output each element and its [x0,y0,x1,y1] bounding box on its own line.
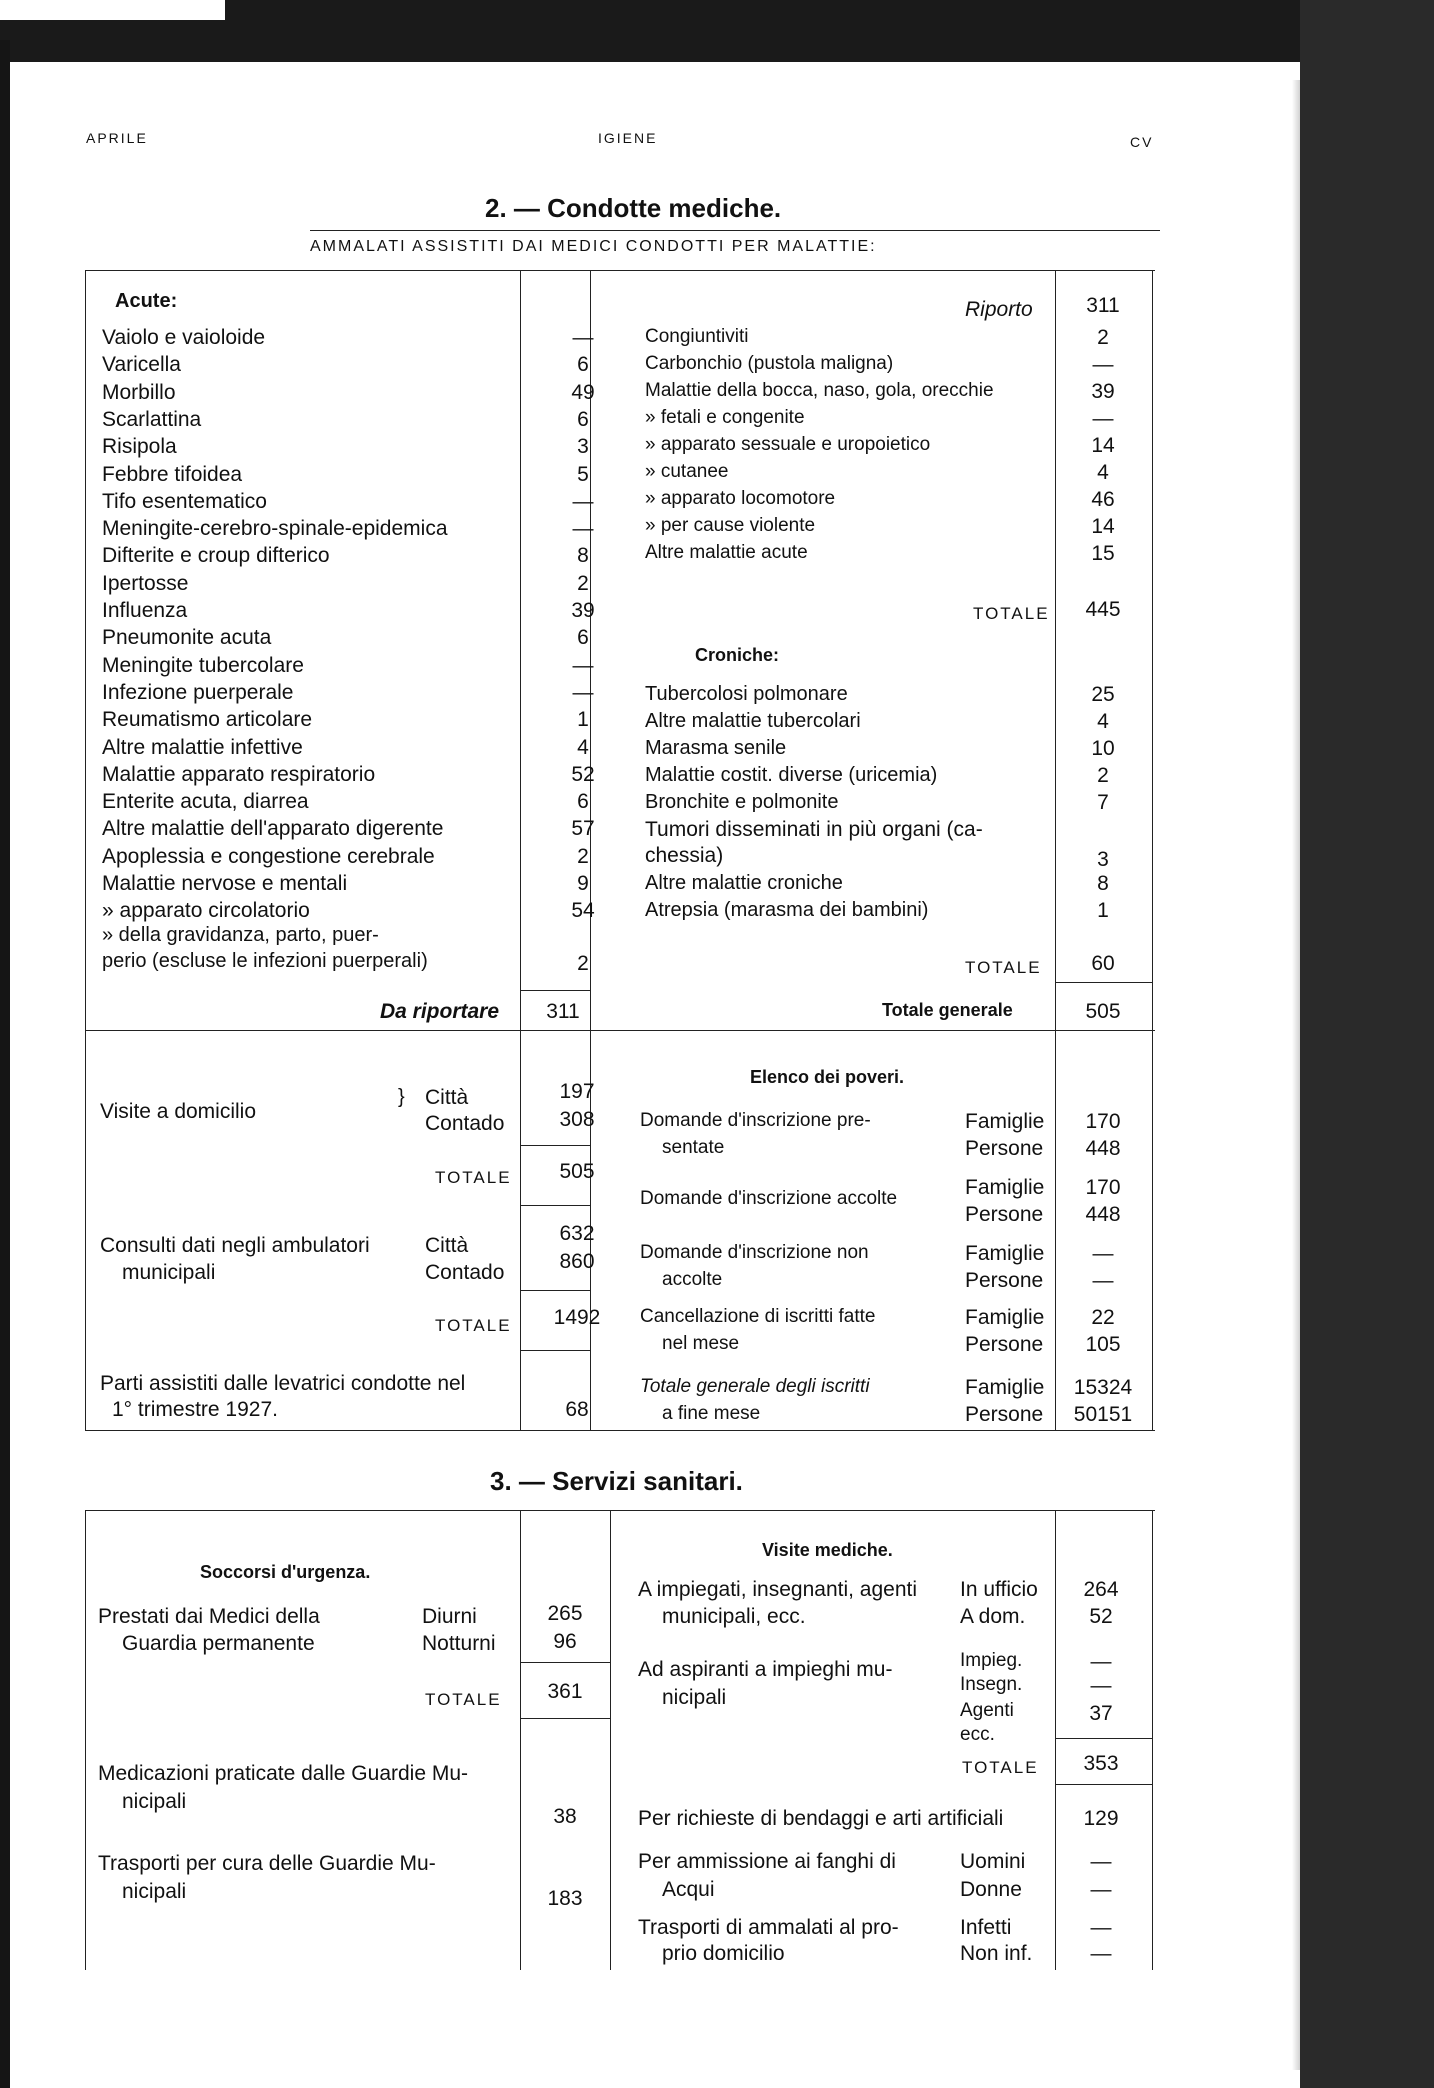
tumori-value: 3 [1097,848,1109,871]
poveri-label-line1: Domande d'inscrizione pre- [640,1110,871,1131]
famiglie-label: Famiglie [965,1110,1045,1133]
acute-heading: Acute: [115,290,178,312]
grand-total-label: Totale generale [882,1000,1013,1020]
persone-label: Persone [965,1403,1044,1426]
row-label: Meningite-cerebro-spinale-epidemica [102,517,448,541]
carry-rule [520,990,590,991]
scan-right-panel [1300,0,1434,2088]
row-value: 6 [577,626,589,650]
row-label: Altre malattie tubercolari [645,710,861,732]
consulti-total-rule [520,1350,590,1351]
section-2-title: 2. — Condotte mediche. [485,193,782,223]
tumori-line1: Tumori disseminati in più organi (ca- [645,818,983,841]
poveri-label-line2: accolte [662,1269,723,1290]
visite-mediche-total-value: 353 [1083,1752,1119,1775]
soccorsi-total-label: TOTALE [425,1690,502,1709]
poveri-label-line2: a fine mese [662,1403,761,1424]
visite-total-value: 505 [559,1160,595,1183]
dom-value: 52 [1089,1605,1113,1628]
row-label: » apparato locomotore [645,488,836,509]
trasporti-value: 183 [547,1887,583,1910]
parti-line1: Parti assistiti dalle levatrici condotte nel [100,1372,466,1395]
medicazioni-value: 38 [553,1805,577,1828]
persone-label: Persone [965,1333,1044,1356]
row-value: 57 [571,817,595,841]
table-mid-rule [85,1030,1155,1031]
section-2-subtitle: AMMALATI ASSISTITI DAI MEDICI CONDOTTI PER MALATTIE: [310,238,877,255]
medicazioni-line2: nicipali [122,1790,187,1813]
aspiranti-line1: Ad aspiranti a impieghi mu- [638,1658,893,1681]
section-3-title: 3. — Servizi sanitari. [490,1466,743,1496]
famiglie-value: 15324 [1073,1376,1133,1399]
row-label: Bronchite e polmonite [645,791,839,813]
ufficio-value: 264 [1083,1578,1119,1601]
row-label: Altre malattie acute [645,542,808,563]
famiglie-value: 22 [1091,1306,1115,1329]
famiglie-value: 170 [1085,1110,1121,1133]
row-value: 7 [1097,791,1109,814]
row-label: Influenza [102,599,188,622]
row-label: Malattie nervose e mentali [102,872,348,895]
visite-rule [520,1145,590,1146]
header-month: APRILE [86,130,148,146]
row-value: 2 [577,844,589,868]
consulti-contado-label: Contado [425,1261,505,1284]
famiglie-label: Famiglie [965,1176,1045,1199]
acute-right-total-label: TOTALE [973,604,1050,623]
row-label: Meningite tubercolare [102,653,304,677]
row-value: 25 [1091,683,1115,706]
impiegati-line2: municipali, ecc. [662,1605,806,1628]
row-label: Vaiolo e vaioloide [102,326,266,349]
fanghi-line1: Per ammissione ai fanghi di [638,1850,896,1873]
table-top-rule [85,270,1155,271]
t3-frame-left [85,1510,86,1970]
agenti-value: 37 [1089,1702,1113,1725]
poveri-label-line1: Domande d'inscrizione accolte [640,1188,898,1209]
row-label: Altre malattie croniche [645,872,843,894]
visite-label: Visite a domicilio [100,1100,257,1123]
row-value: 6 [577,790,589,814]
gravidanza-line1: » della gravidanza, parto, puer- [102,924,379,946]
row-value: 2 [577,571,589,595]
row-value: 2 [1097,764,1109,787]
trasp-line1: Trasporti di ammalati al pro- [638,1916,899,1939]
insegn-label: Insegn. [960,1674,1023,1695]
row-value: — [572,326,594,349]
row-label: » apparato sessuale e uropoietico [645,434,931,455]
row-value: 9 [577,872,589,895]
visite-mediche-heading: Visite mediche. [762,1540,893,1560]
diurni-value: 265 [547,1602,583,1625]
row-value: 52 [571,762,595,786]
row-label: » cutanee [645,461,729,482]
row-label: Febbre tifoidea [102,462,243,486]
gravidanza-value: 2 [577,952,589,975]
famiglie-value: 170 [1085,1176,1121,1199]
row-value: 6 [577,353,589,377]
scan-top-strip [0,0,1434,62]
trasporti-line2: nicipali [122,1880,187,1903]
consulti-total-value: 1492 [553,1306,601,1329]
tumori-line2: chessia) [645,844,724,867]
persone-value: 448 [1085,1137,1121,1160]
impieg-value: — [1090,1650,1112,1673]
row-label: Apoplessia e congestione cerebrale [102,844,435,868]
grand-total-value: 505 [1085,1000,1121,1023]
persone-value: 50151 [1073,1403,1133,1426]
title-rule [310,230,1160,231]
poveri-label-line2: sentate [662,1137,725,1158]
row-value: 14 [1091,434,1115,457]
row-value: — [572,653,594,677]
t3-frame-right [1152,1510,1153,1970]
trasp-line2: prio domicilio [662,1942,785,1965]
gravidanza-line2: perio (escluse le infezioni puerperali) [102,950,428,972]
row-value: 1 [577,708,589,732]
row-label: Morbillo [102,380,176,404]
soccorsi-rule [520,1662,610,1663]
row-label: Scarlattina [102,407,202,431]
row-value: 6 [577,407,589,431]
ufficio-label: In ufficio [960,1578,1038,1601]
notturni-label: Notturni [422,1632,496,1655]
row-label: » per cause violente [645,515,816,536]
row-value: 8 [1097,872,1109,895]
persone-label: Persone [965,1137,1044,1160]
fanghi-line2: Acqui [662,1878,715,1901]
impiegati-line1: A impiegati, insegnanti, agenti [638,1578,918,1601]
medicazioni-line1: Medicazioni praticate dalle Guardie Mu- [98,1762,469,1785]
row-label: Malattie della bocca, naso, gola, orecchie [645,380,994,401]
row-value: 4 [577,735,589,759]
row-label: Infezione puerperale [102,680,294,704]
t3-col-sep-left [520,1510,521,1970]
carry-label: Da riportare [380,1000,500,1023]
row-label: Carbonchio (pustola maligna) [645,353,894,374]
row-value: 49 [571,380,595,404]
row-label: » apparato circolatorio [102,899,310,923]
persone-label: Persone [965,1269,1044,1292]
row-label: Congiuntiviti [645,326,749,347]
row-value: 15 [1091,542,1115,565]
row-label: Reumatismo articolare [102,708,313,732]
scan-left-border [0,40,10,2088]
frame-right [1152,270,1153,1430]
famiglie-label: Famiglie [965,1242,1045,1265]
noninf-value: — [1090,1942,1112,1965]
riporto-label: Riporto [965,298,1033,321]
riporto-value: 311 [1086,294,1120,317]
row-label: Altre malattie dell'apparato digerente [102,817,444,841]
consulti-contado-value: 860 [559,1250,595,1273]
row-value: 14 [1091,515,1115,538]
consulti-line1: Consulti dati negli ambulatori [100,1234,370,1257]
aspiranti-line2: nicipali [662,1686,727,1709]
croniche-heading: Croniche: [695,645,780,665]
row-value: 4 [1097,710,1109,733]
row-value: — [572,680,594,704]
t3-col-sep-right [1055,1510,1056,1970]
row-value: 54 [571,899,595,923]
carry-value: 311 [546,1000,580,1023]
row-value: 1 [1097,899,1109,922]
donne-value: — [1090,1878,1112,1901]
visite-mediche-total-label: TOTALE [962,1758,1039,1777]
consulti-line2: municipali [122,1261,216,1284]
consulti-total-label: TOTALE [435,1316,512,1335]
uomini-value: — [1090,1850,1112,1873]
row-value: 2 [1097,326,1109,349]
row-label: Malattie apparato respiratorio [102,762,376,786]
bendaggi-label: Per richieste di bendaggi e arti artificiali [638,1807,1004,1830]
row-label: Varicella [102,353,181,377]
poveri-label-line2: nel mese [662,1333,740,1354]
insegn-value: — [1090,1674,1112,1697]
visite-total-rule [520,1205,590,1206]
row-value: 8 [577,544,589,568]
bendaggi-value: 129 [1083,1807,1119,1830]
frame-left [85,270,86,1430]
acute-right-total-value: 445 [1085,598,1121,621]
dom-label: A dom. [960,1605,1026,1628]
famiglie-value: — [1092,1242,1114,1265]
poveri-heading: Elenco dei poveri. [750,1067,905,1087]
persone-value: 448 [1085,1203,1121,1226]
row-label: Risipola [102,435,177,459]
croniche-total-value: 60 [1091,952,1115,975]
visite-mediche-total-rule [1055,1784,1152,1785]
diurni-label: Diurni [422,1605,477,1628]
uomini-label: Uomini [960,1850,1026,1873]
row-value: 46 [1091,488,1115,511]
row-value: — [572,489,594,513]
trasporti-line1: Trasporti per cura delle Guardie Mu- [98,1852,436,1875]
persone-value: — [1092,1269,1114,1292]
col-sep-left [520,270,521,1430]
agenti-label: Agenti [960,1700,1014,1721]
infetti-value: — [1090,1916,1112,1939]
t3-col-sep-mid [610,1510,611,1970]
soccorsi-heading: Soccorsi d'urgenza. [200,1562,371,1582]
row-value: 3 [577,435,589,459]
donne-label: Donne [960,1878,1022,1901]
poveri-label-line1: Totale generale degli iscritti [640,1376,870,1397]
notturni-value: 96 [553,1630,577,1653]
header-page-number: CV [1130,134,1154,150]
row-label: » fetali e congenite [645,407,805,428]
row-value: — [572,517,594,541]
poveri-label-line1: Domande d'inscrizione non [640,1242,869,1263]
table3-top-rule [85,1510,1155,1511]
parti-value: 68 [565,1398,589,1421]
visite-contado-label: Contado [425,1112,505,1135]
header-section: IGIENE [598,130,658,146]
row-label: Difterite e croup difterico [102,544,330,568]
row-value: — [1092,353,1114,376]
consulti-citta-label: Città [425,1234,469,1257]
row-label: Tifo esentematico [102,489,267,513]
consulti-rule [520,1290,590,1291]
impieg-label: Impieg. [960,1650,1023,1671]
row-label: Enterite acuta, diarrea [102,790,309,814]
row-value: 39 [571,599,595,622]
row-label: Pneumonite acuta [102,626,272,650]
row-label: Altre malattie infettive [102,735,303,759]
ecc-label: ecc. [960,1724,995,1745]
famiglie-label: Famiglie [965,1376,1045,1399]
visite-contado-value: 308 [559,1108,595,1131]
row-value: 4 [1097,461,1109,484]
visite-mediche-rule [1055,1738,1152,1739]
col-sep-right [1055,270,1056,1430]
visite-citta-label: Città [425,1086,469,1109]
soccorsi-line1: Prestati dai Medici della [98,1605,320,1628]
soccorsi-total-rule [520,1718,610,1719]
soccorsi-line2: Guardia permanente [122,1632,315,1655]
visite-citta-value: 197 [559,1080,595,1103]
row-label: Ipertosse [102,571,189,595]
row-label: Tubercolosi polmonare [645,683,848,705]
table-bottom-rule [85,1430,1155,1431]
soccorsi-total-value: 361 [547,1680,583,1703]
famiglie-label: Famiglie [965,1306,1045,1329]
row-value: — [1092,407,1114,430]
poveri-label-line1: Cancellazione di iscritti fatte [640,1306,876,1327]
croniche-total-label: TOTALE [965,958,1042,977]
row-value: 39 [1091,380,1115,403]
row-value: 10 [1091,737,1115,760]
infetti-label: Infetti [960,1916,1012,1939]
noninf-label: Non inf. [960,1942,1033,1965]
croniche-total-rule [1055,982,1152,983]
row-label: Malattie costit. diverse (uricemia) [645,764,938,786]
row-value: 5 [577,462,589,486]
persone-value: 105 [1085,1333,1121,1356]
persone-label: Persone [965,1203,1044,1226]
visite-total-label: TOTALE [435,1168,512,1187]
parti-line2: 1° trimestre 1927. [112,1398,278,1421]
visite-brace: } [398,1086,405,1108]
row-label: Marasma senile [645,737,787,759]
row-label: Atrepsia (marasma dei bambini) [645,899,929,921]
consulti-citta-value: 632 [559,1222,595,1245]
